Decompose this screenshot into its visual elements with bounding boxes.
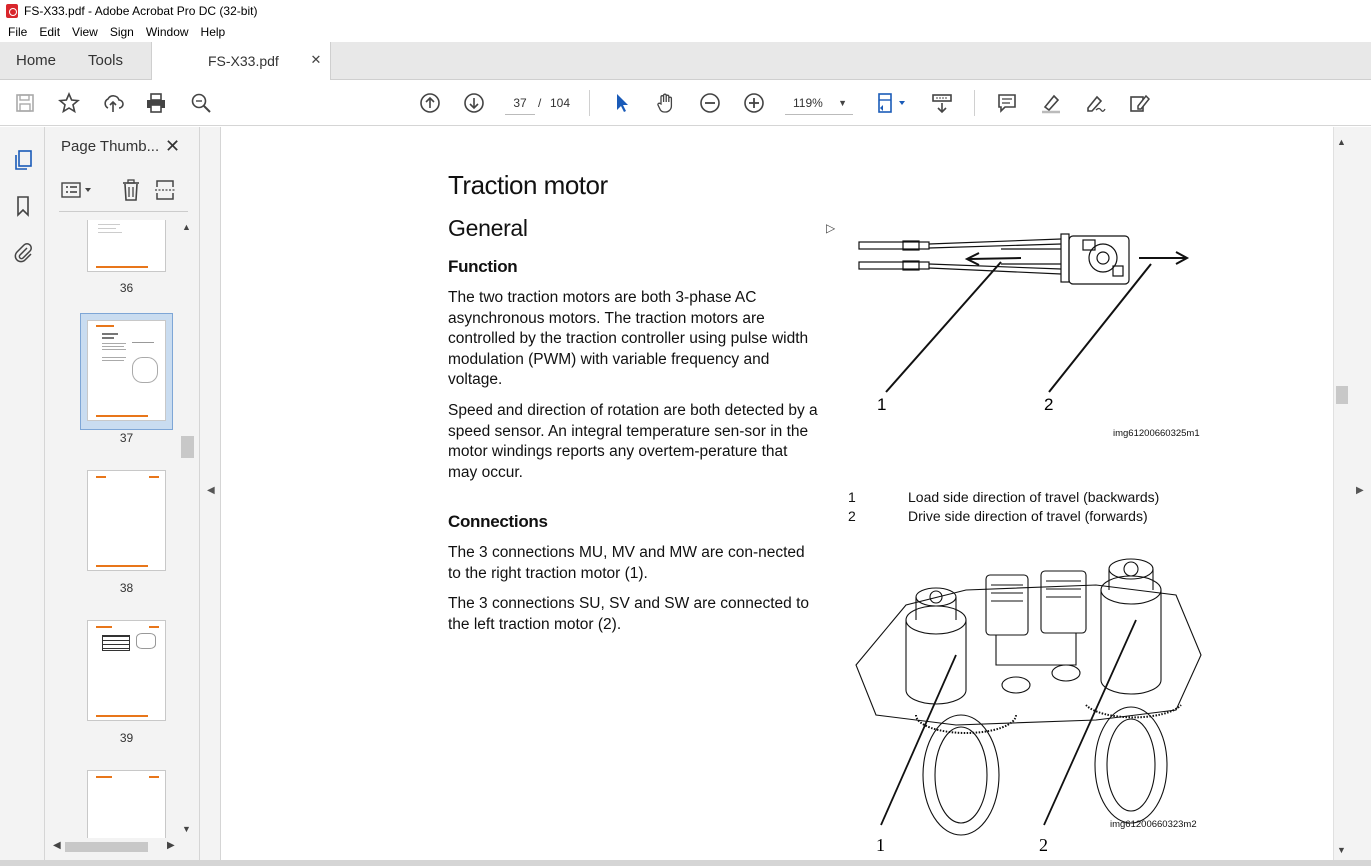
connections-heading: Connections bbox=[448, 512, 548, 531]
thumbnail-label-selected: 37 bbox=[119, 431, 134, 445]
select-cursor-icon bbox=[611, 92, 633, 114]
expand-right-icon[interactable]: ▶ bbox=[1356, 485, 1364, 496]
close-panel-icon[interactable]: ✕ bbox=[165, 136, 181, 156]
left-navigation-rail bbox=[0, 127, 45, 866]
hand-icon bbox=[655, 92, 677, 114]
sign-button[interactable] bbox=[1083, 91, 1107, 115]
bookmark-star-button[interactable] bbox=[57, 91, 81, 115]
scroll-down-icon[interactable]: ▼ bbox=[182, 824, 191, 834]
thumbnail-page[interactable] bbox=[87, 220, 166, 272]
bookmarks-button[interactable] bbox=[10, 193, 36, 219]
scroll-mode-button[interactable] bbox=[930, 91, 954, 115]
zoom-search-icon bbox=[190, 92, 212, 114]
zoom-in-button[interactable] bbox=[742, 91, 766, 115]
thumbnail-footer-bar bbox=[96, 266, 148, 268]
traction-motor-assembly-figure bbox=[846, 545, 1211, 855]
edit-icon bbox=[1128, 92, 1150, 114]
previous-page-button[interactable] bbox=[418, 91, 442, 115]
comment-button[interactable] bbox=[995, 91, 1019, 115]
menu-bar bbox=[0, 22, 1371, 42]
collapse-panel-strip[interactable] bbox=[200, 127, 221, 860]
fit-page-button[interactable] bbox=[874, 91, 910, 115]
function-heading: Function bbox=[448, 257, 518, 276]
truck-direction-figure bbox=[851, 222, 1211, 437]
document-tab-label: FS-X33.pdf bbox=[208, 53, 279, 69]
trash-icon bbox=[121, 179, 141, 201]
zoom-level-select[interactable] bbox=[785, 91, 853, 115]
sign-icon bbox=[1084, 92, 1106, 114]
bookmark-star-icon bbox=[58, 92, 80, 114]
thumbnail-footer-bar bbox=[96, 565, 148, 567]
thumbnail-header-mark bbox=[149, 626, 159, 628]
connections-paragraph-2: The 3 connections SU, SV and SW are connected to the left traction motor (2). bbox=[448, 595, 810, 633]
thumbnail-label: 38 bbox=[119, 581, 134, 595]
bottom-bar bbox=[0, 860, 1371, 866]
scroll-right-icon[interactable]: ▶ bbox=[167, 840, 175, 851]
doc-section-heading: General bbox=[448, 215, 528, 241]
thumbnail-vertical-scrollbar[interactable] bbox=[180, 220, 196, 838]
scroll-left-icon[interactable]: ◀ bbox=[53, 840, 61, 851]
main-toolbar bbox=[0, 80, 1371, 126]
zoom-level-value: 119% bbox=[793, 96, 823, 110]
thumbnail-page[interactable] bbox=[87, 770, 166, 838]
thumbnail-page[interactable] bbox=[87, 620, 166, 721]
zoom-in-icon bbox=[743, 92, 765, 114]
thumbnail-header-mark bbox=[149, 776, 159, 778]
next-page-button[interactable] bbox=[462, 91, 486, 115]
bookmarks-icon bbox=[12, 195, 34, 217]
comment-icon bbox=[996, 92, 1018, 114]
tab-tools[interactable]: Tools bbox=[88, 52, 124, 69]
scroll-up-icon[interactable]: ▲ bbox=[182, 222, 191, 232]
thumbnail-horizontal-scrollbar[interactable] bbox=[45, 838, 180, 854]
tab-home[interactable]: Home bbox=[16, 52, 57, 69]
acrobat-icon bbox=[6, 4, 18, 18]
page-number-input[interactable]: 37 bbox=[505, 91, 535, 115]
highlight-icon bbox=[1040, 92, 1062, 114]
scroll-mode-icon bbox=[931, 92, 953, 114]
save-button[interactable] bbox=[13, 91, 37, 115]
thumbnail-label: 36 bbox=[119, 281, 134, 295]
scroll-down-icon[interactable]: ▼ bbox=[1337, 845, 1346, 855]
legend-number: 1 bbox=[848, 489, 856, 505]
highlight-button[interactable] bbox=[1039, 91, 1063, 115]
find-button[interactable] bbox=[189, 91, 213, 115]
options-list-icon bbox=[61, 180, 95, 200]
figure2-callout-1: 1 bbox=[876, 835, 885, 855]
chevron-down-icon: ▼ bbox=[838, 98, 847, 108]
panel-toolbar bbox=[59, 177, 189, 203]
close-tab-icon[interactable]: ✕ bbox=[310, 52, 322, 67]
select-tool-button[interactable] bbox=[610, 91, 634, 115]
edit-button[interactable] bbox=[1127, 91, 1151, 115]
document-vertical-scrollbar[interactable] bbox=[1333, 127, 1349, 860]
thumbnail-page[interactable] bbox=[87, 470, 166, 571]
right-panel-strip[interactable] bbox=[1349, 127, 1371, 860]
thumbnail-footer-bar bbox=[96, 715, 148, 717]
horizontal-scrollbar-thumb[interactable] bbox=[65, 842, 148, 852]
zoom-out-icon bbox=[699, 92, 721, 114]
legend-number: 2 bbox=[848, 508, 856, 524]
hand-tool-button[interactable] bbox=[654, 91, 678, 115]
panel-title: Page Thumb... bbox=[61, 138, 160, 155]
figure2-image-id: img61200660323m2 bbox=[1110, 819, 1197, 830]
print-icon bbox=[145, 92, 167, 114]
fit-page-icon bbox=[875, 92, 909, 114]
toolbar-divider bbox=[589, 90, 590, 116]
page-down-icon bbox=[463, 92, 485, 114]
legend-text: Load side direction of travel (backwards) bbox=[908, 489, 1160, 505]
scroll-up-icon[interactable]: ▲ bbox=[1337, 137, 1346, 147]
attachment-icon bbox=[12, 241, 34, 263]
zoom-out-button[interactable] bbox=[698, 91, 722, 115]
thumbnail-header-mark bbox=[149, 476, 159, 478]
title-bar bbox=[0, 0, 1371, 22]
thumbnail-options-button[interactable] bbox=[61, 179, 95, 201]
thumbnail-footer-bar bbox=[96, 415, 148, 417]
scrollbar-thumb[interactable] bbox=[181, 436, 194, 458]
thumbnail-header-bar bbox=[96, 626, 112, 628]
thumbnail-label: 39 bbox=[119, 731, 134, 745]
legend-text: Drive side direction of travel (forwards) bbox=[908, 508, 1148, 524]
function-paragraph-1: The two traction motors are both 3-phase AC asynchronous motors. The traction motors are controlled by the traction controller using pulse width modulation (PWM) with variable frequency and voltage. bbox=[448, 289, 809, 388]
tab-document[interactable] bbox=[151, 42, 331, 81]
page-up-icon bbox=[419, 92, 441, 114]
delete-page-button[interactable] bbox=[121, 179, 141, 201]
page-total: 104 bbox=[550, 96, 571, 110]
function-paragraph-2: Speed and direction of rotation are both detected by a speed sensor. An integral temperature sen-sor in the motor windings reports any overtem-perature that may occur. bbox=[448, 402, 818, 481]
thumbnail-header-bar bbox=[96, 476, 106, 478]
save-icon bbox=[14, 92, 36, 114]
scrollbar-thumb[interactable] bbox=[1336, 386, 1348, 404]
tab-bar bbox=[0, 42, 1371, 80]
upload-button[interactable] bbox=[101, 91, 125, 115]
pages-icon bbox=[12, 149, 34, 171]
menu-edit[interactable]: Edit bbox=[39, 25, 61, 39]
insert-pages-button[interactable] bbox=[154, 179, 176, 201]
figure1-callout-1: 1 bbox=[877, 395, 887, 414]
print-button[interactable] bbox=[144, 91, 168, 115]
attachments-button[interactable] bbox=[10, 239, 36, 265]
doc-title: Traction motor bbox=[448, 170, 608, 200]
media-play-icon[interactable]: ▷ bbox=[826, 221, 836, 235]
upload-icon bbox=[102, 92, 124, 114]
window-title: FS-X33.pdf - Adobe Acrobat Pro DC (32-bit) bbox=[24, 4, 258, 18]
page-thumbnails-button[interactable] bbox=[10, 147, 36, 173]
menu-help[interactable]: Help bbox=[200, 25, 226, 39]
thumbnail-page-selected[interactable] bbox=[87, 320, 166, 421]
figure2-callout-2: 2 bbox=[1039, 835, 1048, 855]
figure1-image-id: img61200660325m1 bbox=[1113, 428, 1200, 439]
page-separator: / bbox=[538, 96, 542, 110]
page-thumbnails-panel bbox=[45, 127, 200, 860]
menu-sign[interactable]: Sign bbox=[109, 25, 134, 39]
toolbar-divider bbox=[974, 90, 975, 116]
document-view[interactable] bbox=[221, 127, 1333, 860]
figure1-callout-2: 2 bbox=[1044, 395, 1054, 414]
menu-file[interactable]: File bbox=[8, 25, 28, 39]
panel-divider bbox=[59, 211, 188, 212]
connections-paragraph-1: The 3 connections MU, MV and MW are con-nected to the right traction motor (1). bbox=[448, 544, 805, 582]
menu-view[interactable]: View bbox=[72, 25, 98, 39]
insert-pages-icon bbox=[154, 179, 176, 201]
menu-window[interactable]: Window bbox=[145, 25, 189, 39]
collapse-left-icon[interactable]: ◀ bbox=[207, 485, 215, 496]
thumbnail-header-bar bbox=[96, 776, 112, 778]
thumbnail-header-bar bbox=[96, 325, 114, 327]
